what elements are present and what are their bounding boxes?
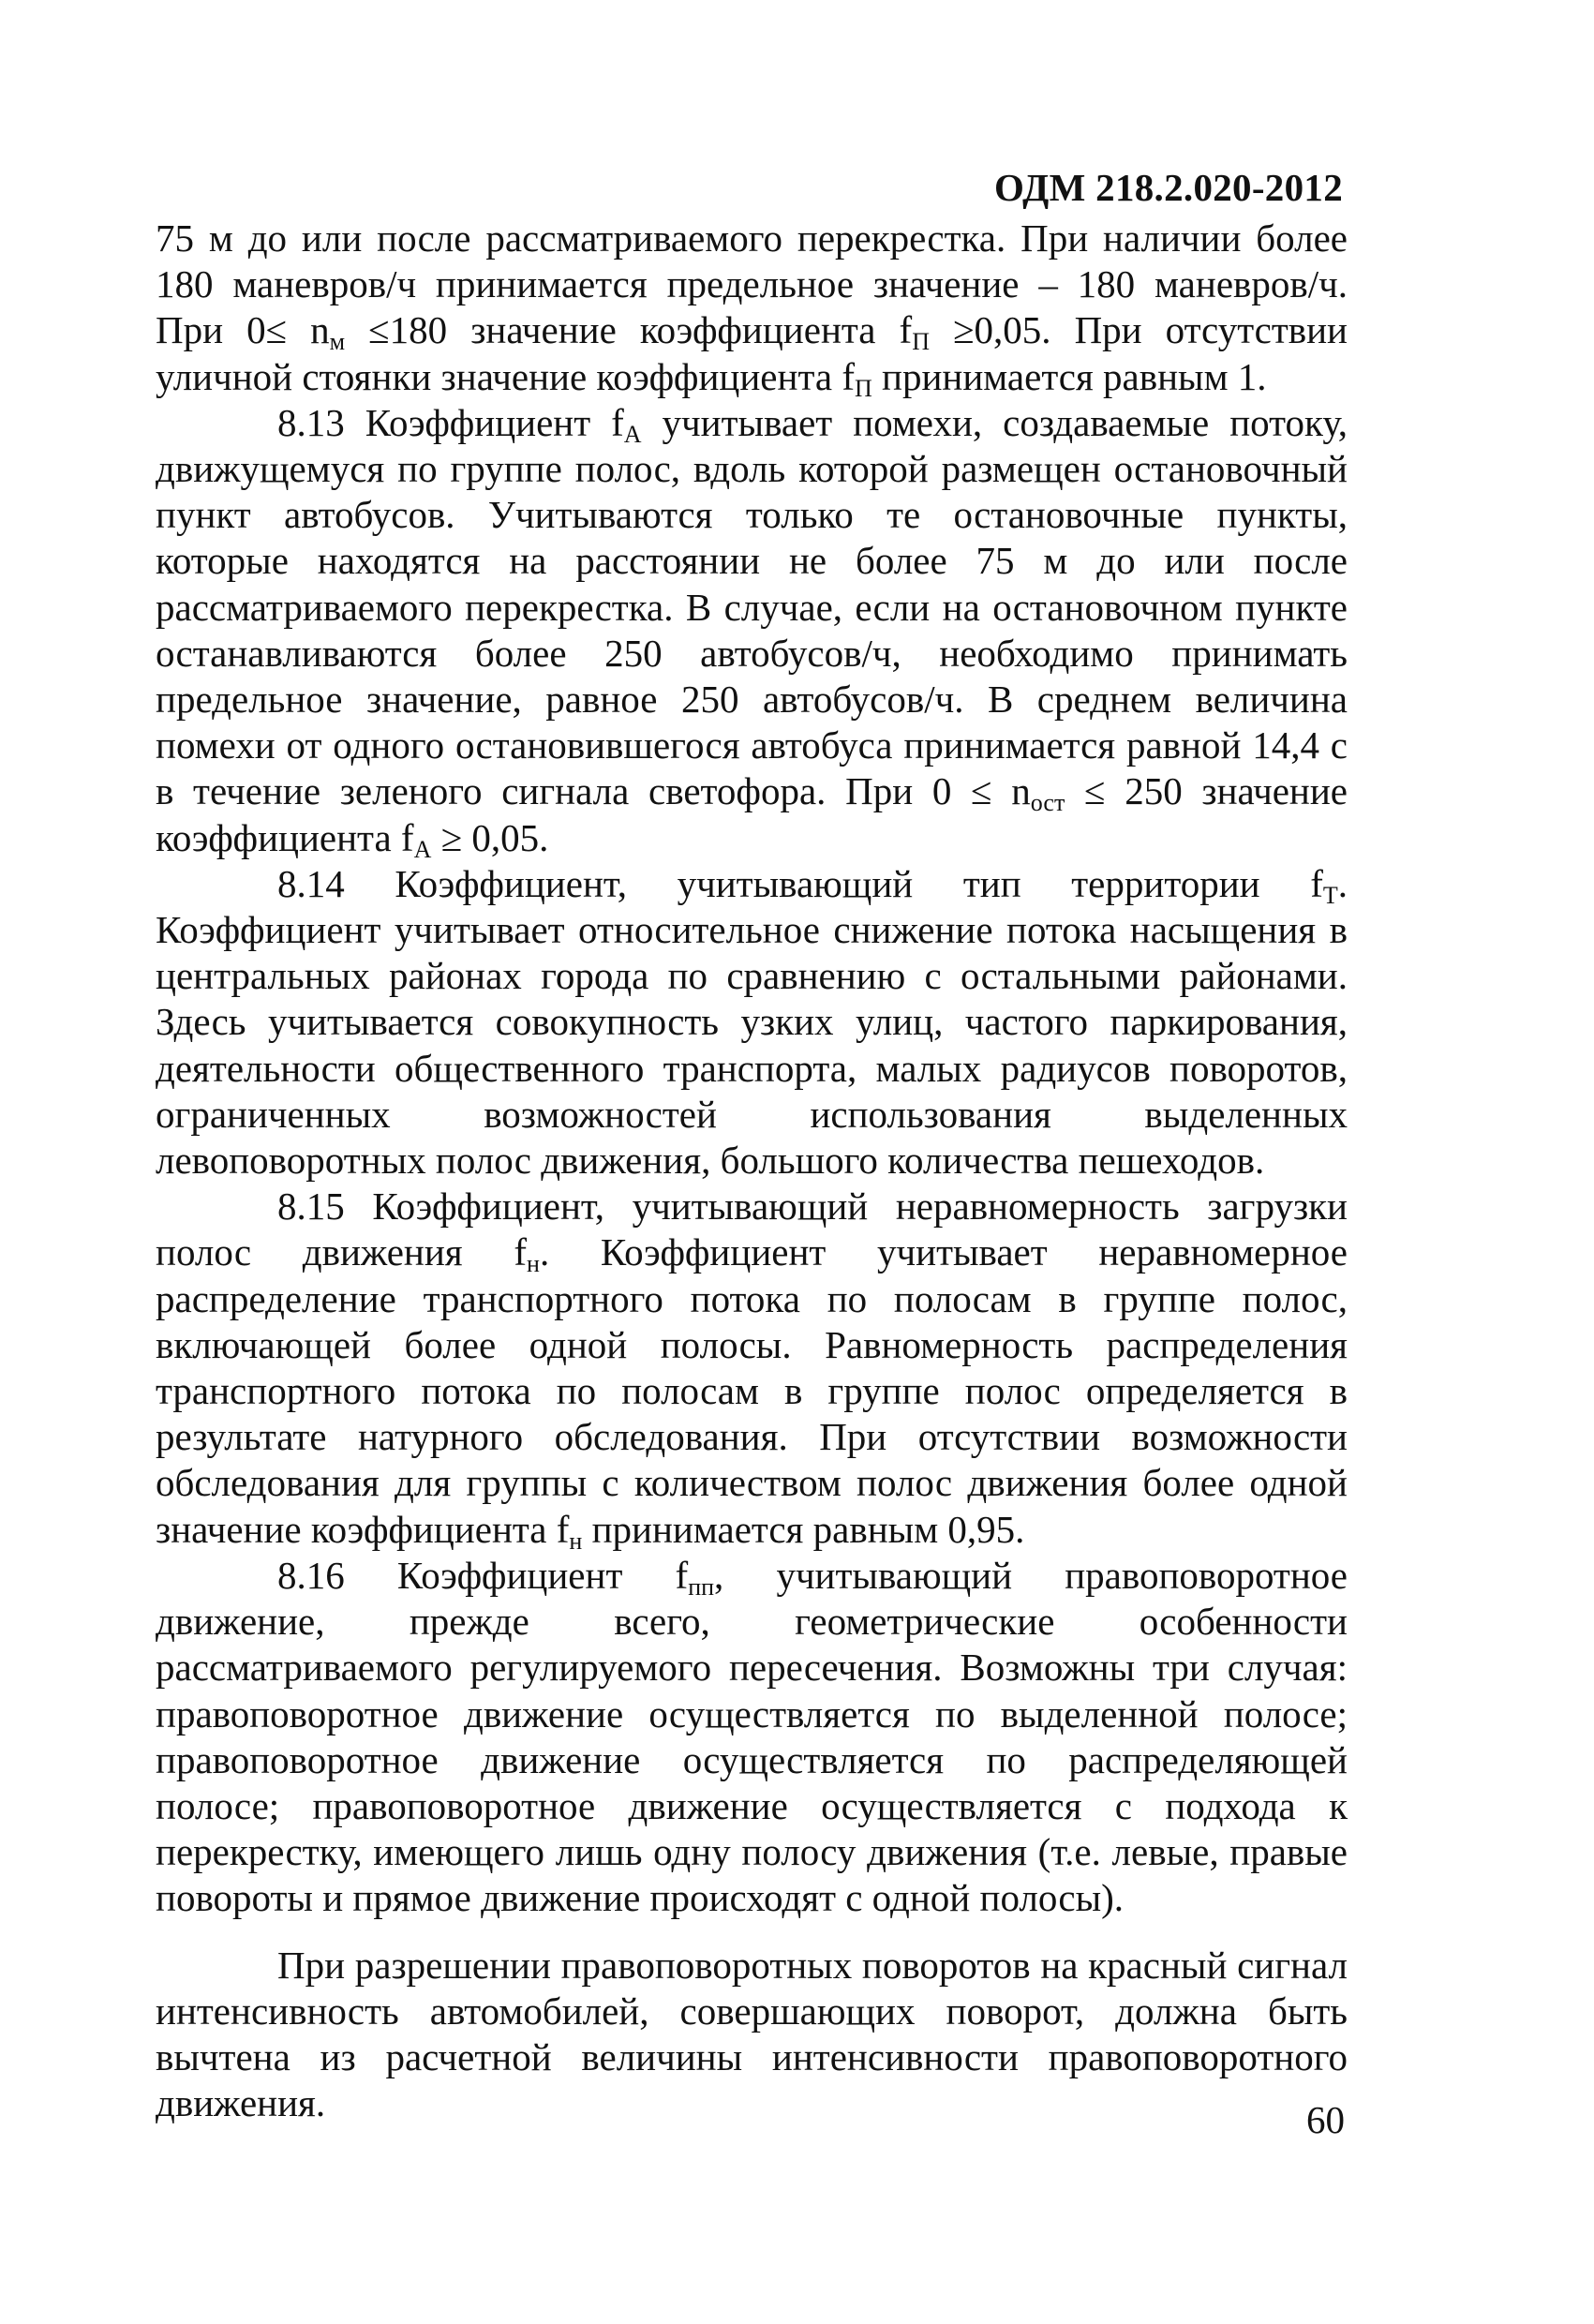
paragraph-red-signal bbox=[156, 1943, 1348, 2127]
paragraph-8-15 bbox=[156, 1184, 1348, 1553]
subscript: н bbox=[569, 1527, 583, 1555]
paragraph-text: . Коэффициент учитывает неравномерное распределение транспортного потока по полосам в группе полос, включающей более одной полосы. Равномерность распределения транспортного потока по полосам в группе полос определяется в результате натурного обследования. При отсутствии возможности обследования для группы с количеством полос движения более одной значение коэффициента f bbox=[156, 1230, 1348, 1551]
document-code-header: ОДМ 218.2.020-2012 bbox=[993, 166, 1343, 209]
subscript: м bbox=[329, 328, 346, 356]
paragraph-8-14 bbox=[156, 861, 1348, 1184]
subscript: Т bbox=[1322, 881, 1338, 909]
paragraph-text: ≤ 250 значение коэффициента f bbox=[156, 769, 1348, 859]
subscript: П bbox=[854, 374, 872, 402]
paragraph-text: принимается равным 0,95. bbox=[582, 1507, 1025, 1551]
subscript: А bbox=[413, 835, 432, 863]
paragraph-text: ≤180 значение коэффициента f bbox=[345, 308, 913, 352]
page-number: 60 bbox=[1306, 2098, 1345, 2141]
paragraph-text: 8.16 Коэффициент f bbox=[277, 1553, 689, 1597]
paragraph-text: 8.15 Коэффициент, учитывающий неравномерность загрузки полос движения f bbox=[156, 1184, 1348, 1274]
paragraph-text: ≥ 0,05. bbox=[431, 815, 549, 859]
paragraph-text: , учитывающий правоповоротное движение, прежде всего, геометрические особенности рассматриваемого регулируемого пересечения. Возможны три случая: правоповоротное движение осуществляется по выделенной полосе; правоповоротное движение осуществляется по распределяющей полосе; правоповоротное движение осуществляется с подхода к перекрестку, имеющего лишь одну полосу движения (т.е. левые, правые повороты и прямое движение происходят с одной полосы). bbox=[156, 1553, 1348, 1920]
subscript: ост bbox=[1030, 789, 1065, 817]
document-body bbox=[156, 216, 1348, 2126]
paragraph-text: При разрешении правоповоротных поворотов на красный сигнал интенсивность автомобилей, совершающих поворот, должна быть вычтена из расчетной величины интенсивности правоповоротного движения. bbox=[156, 1943, 1348, 2125]
paragraph-8-16 bbox=[156, 1553, 1348, 1922]
subscript: А bbox=[623, 420, 642, 448]
paragraph-8-13 bbox=[156, 400, 1348, 861]
paragraph-text: учитывает помехи, создаваемые потоку, движущемуся по группе полос, вдоль которой размещен остановочный пункт автобусов. Учитываются только те остановочные пункты, которые находятся на расстоянии не более 75 м до или после рассматриваемого перекрестка. В случае, если на остановочном пункте останавливаются более 250 автобусов/ч, необходимо принимать предельное значение, равное 250 автобусов/ч. В среднем величина помехи от одного остановившегося автобуса принимается равной 14,4 с в течение зеленого сигнала светофора. При 0 ≤ n bbox=[156, 400, 1348, 813]
paragraph-text: 8.13 Коэффициент f bbox=[277, 400, 624, 444]
paragraph-text: 75 м до или после рассматриваемого перекрестка. При наличии более 180 маневров/ч принимается предельное значение – 180 маневров/ч. При 0≤ n bbox=[156, 216, 1348, 352]
subscript: пп bbox=[688, 1572, 715, 1601]
subscript: н bbox=[527, 1250, 540, 1278]
paragraph-text: принимается равным 1. bbox=[871, 354, 1267, 398]
paragraph-text: . Коэффициент учитывает относительное снижение потока насыщения в центральных районах города по сравнению с остальными районами. Здесь учитывается совокупность узких улиц, частого паркирования, деятельности общественного транспорта, малых радиусов поворотов, ограниченных возможностей использования выделенных левоповоротных полос движения, большого количества пешеходов. bbox=[156, 861, 1348, 1183]
paragraph-continuation bbox=[156, 216, 1348, 400]
subscript: П bbox=[912, 328, 930, 356]
paragraph-text: 8.14 Коэффициент, учитывающий тип территории f bbox=[277, 861, 1323, 905]
paragraph-text: ≥0,05. При отсутствии уличной стоянки значение коэффициента f bbox=[156, 308, 1348, 398]
